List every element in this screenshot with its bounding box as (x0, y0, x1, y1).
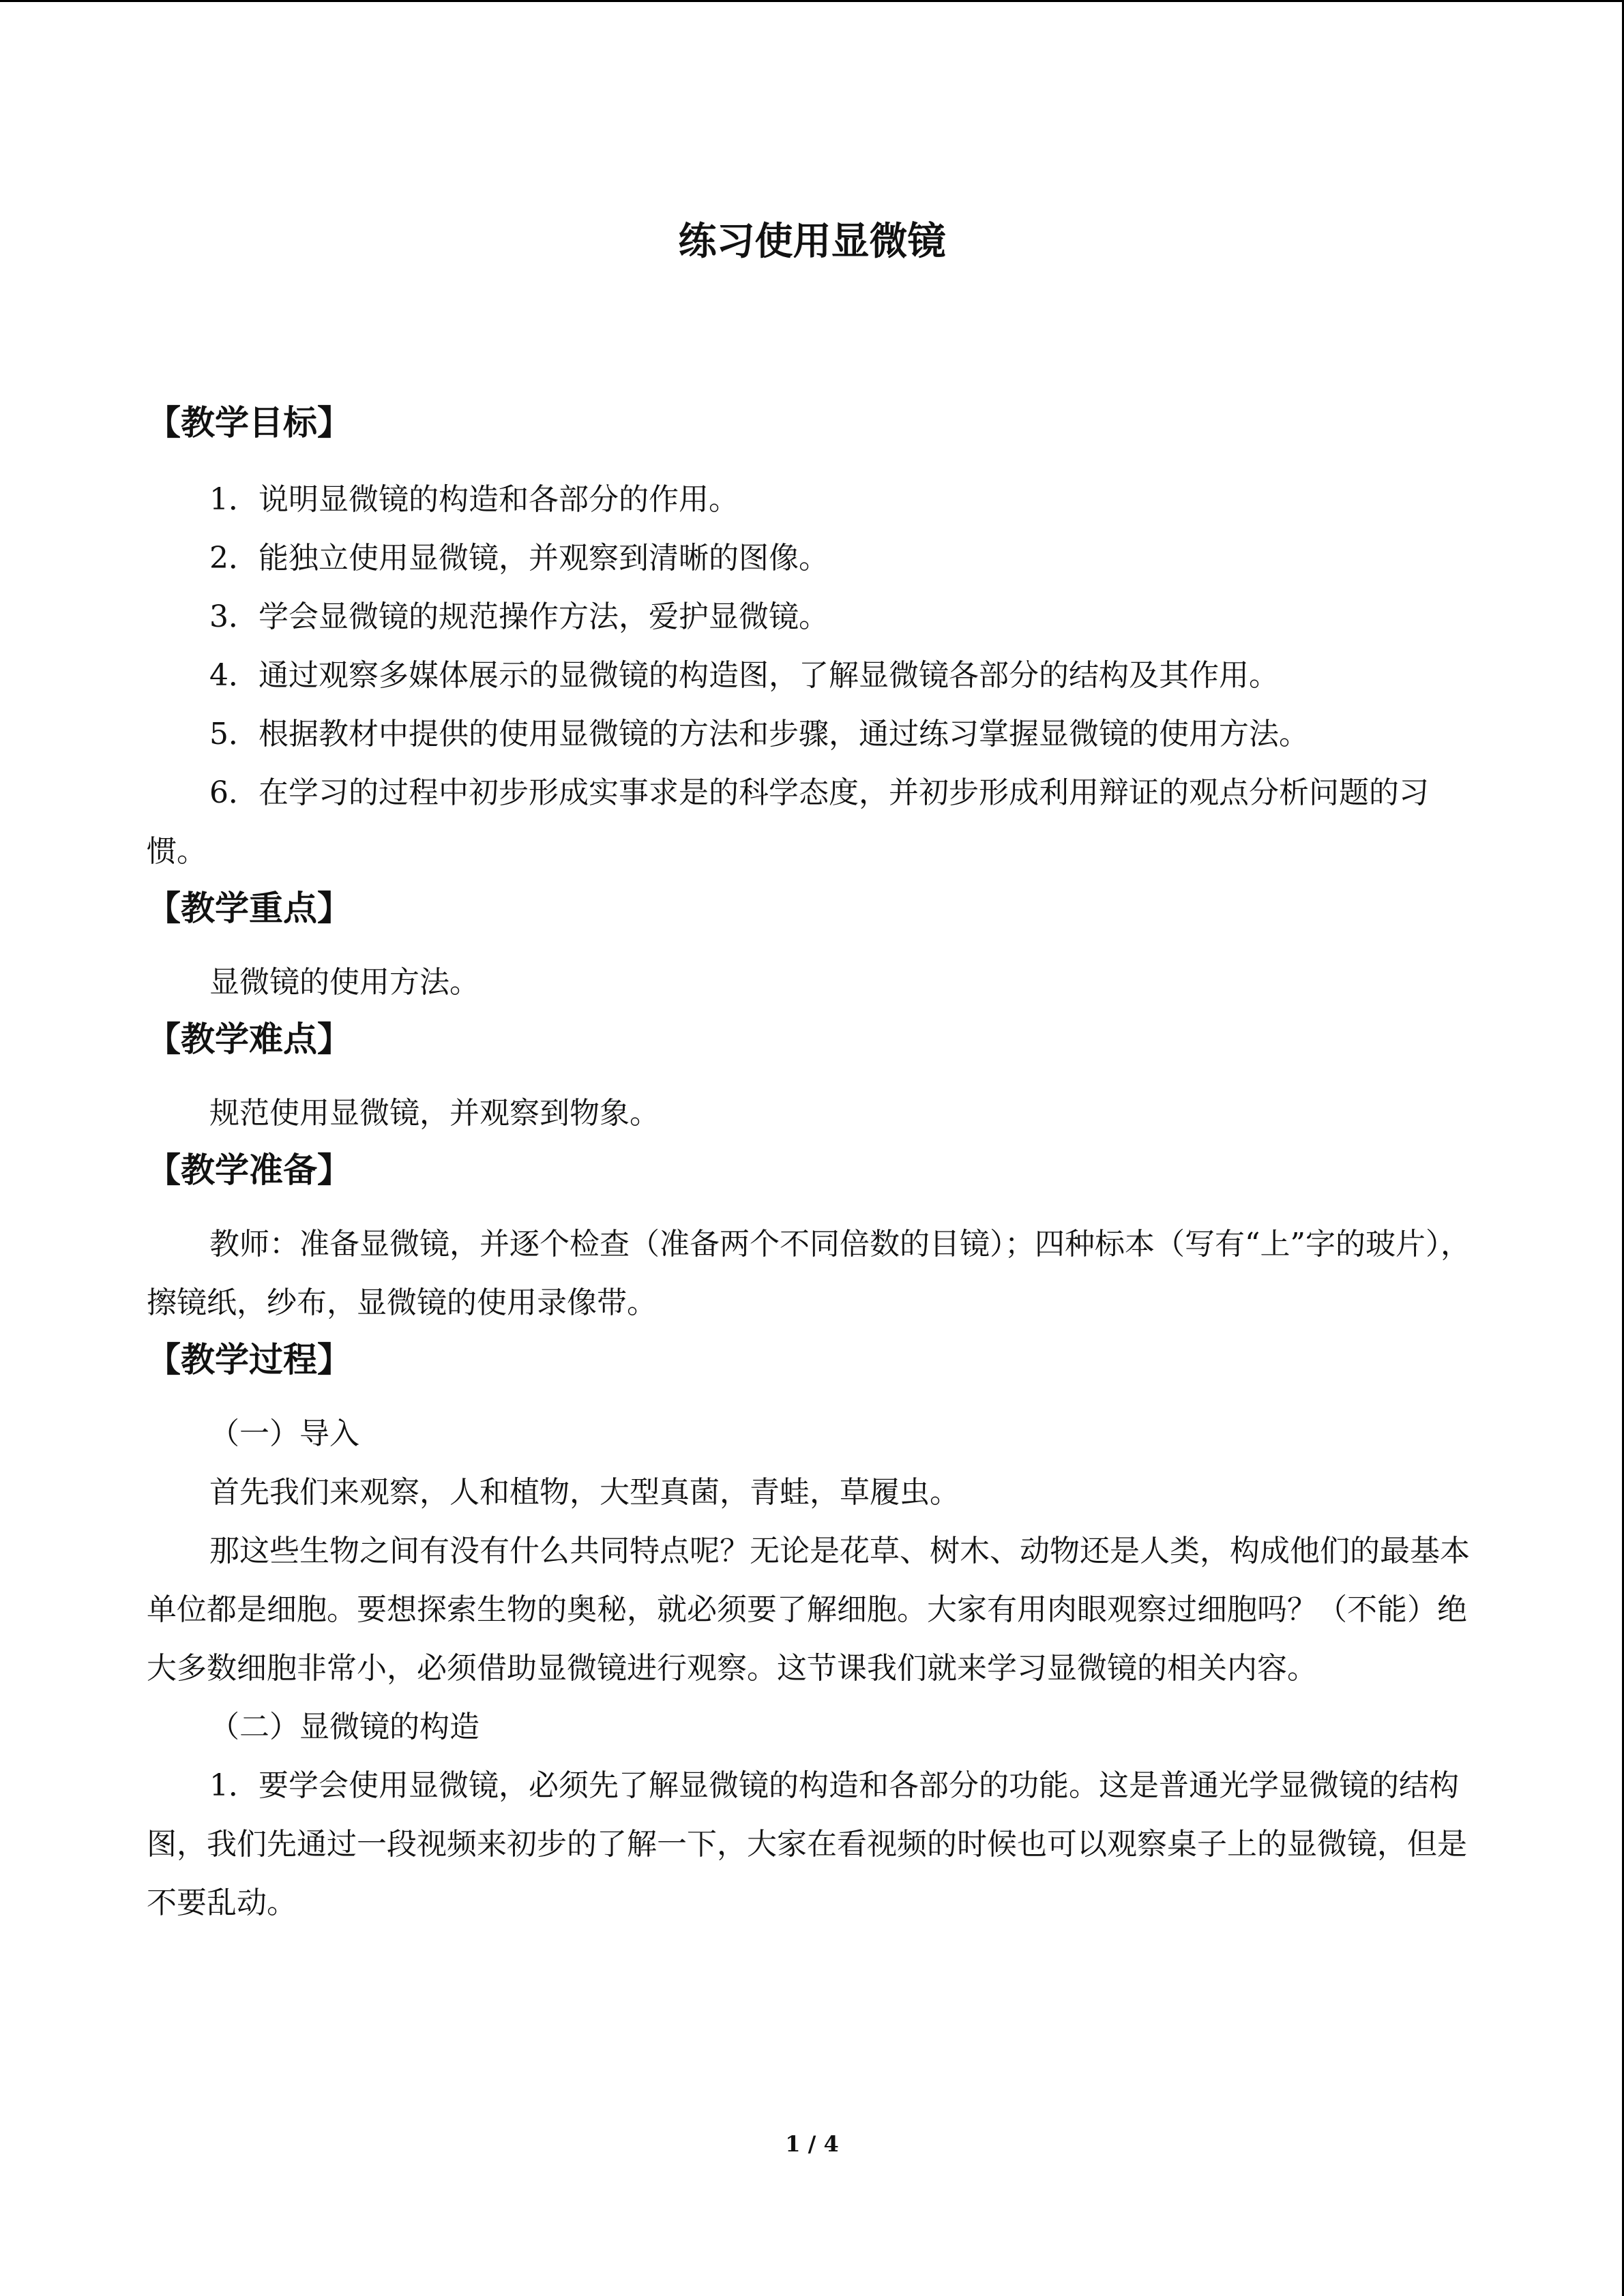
intro-title: （一）导入 (209, 1416, 359, 1451)
document-body (147, 211, 1477, 1933)
goal-item-5: 5．根据教材中提供的使用显微镜的方法和步骤，通过练习掌握显微镜的使用方法。 (209, 717, 1309, 751)
section-process (147, 1332, 1477, 1933)
intro-paragraph-1: 首先我们来观察，人和植物，大型真菌，青蛙，草履虫。 (209, 1475, 960, 1510)
goal-item-2: 2．能独立使用显微镜，并观察到清晰的图像。 (209, 541, 829, 576)
document-title: 练习使用显微镜 (678, 220, 946, 264)
structure-title: （二）显微镜的构造 (209, 1710, 479, 1744)
goal-item-3: 3．学会显微镜的规范操作方法，爱护显微镜。 (209, 599, 829, 634)
structure-paragraph-1: 1．要学会使用显微镜，必须先了解显微镜的构造和各部分的功能。这是普通光学显微镜的结构图，我们先通过一段视频来初步的了解一下，大家在看视频的时候也可以观察桌子上的显微镜，但是不要乱动。 (147, 1768, 1467, 1920)
page-number: 1 / 4 (785, 2131, 839, 2157)
preparation-heading: 【教学准备】 (147, 1150, 351, 1190)
key-points-heading: 【教学重点】 (147, 889, 351, 928)
goals-heading: 【教学目标】 (147, 403, 351, 443)
preparation-text: 教师：准备显微镜，并逐个检查（准备两个不同倍数的目镜）；四种标本（写有“上”字的玻片），擦镜纸，纱布，显微镜的使用录像带。 (147, 1227, 1471, 1320)
section-key-points (147, 881, 1477, 1012)
difficulties-heading: 【教学难点】 (147, 1019, 351, 1059)
section-preparation (147, 1143, 1477, 1332)
section-goals (147, 396, 1477, 881)
intro-paragraph-2: 那这些生物之间有没有什么共同特点呢？无论是花草、树木、动物还是人类，构成他们的最基本单位都是细胞。要想探索生物的奥秘，就必须要了解细胞。大家有用肉眼观察过细胞吗？（不能）绝大多数细胞非常小，必须借助显微镜进行观察。这节课我们就来学习显微镜的相关内容。 (147, 1534, 1470, 1686)
goal-item-6: 6．在学习的过程中初步形成实事求是的科学态度，并初步形成利用辩证的观点分析问题的习惯。 (147, 775, 1429, 869)
process-heading: 【教学过程】 (147, 1340, 351, 1380)
difficulties-text: 规范使用显微镜，并观察到物象。 (209, 1096, 660, 1131)
key-points-text: 显微镜的使用方法。 (209, 965, 479, 1000)
goal-item-4: 4．通过观察多媒体展示的显微镜的构造图，了解显微镜各部分的结构及其作用。 (209, 658, 1279, 693)
goal-item-1: 1．说明显微镜的构造和各部分的作用。 (209, 482, 739, 517)
section-difficulties (147, 1012, 1477, 1143)
